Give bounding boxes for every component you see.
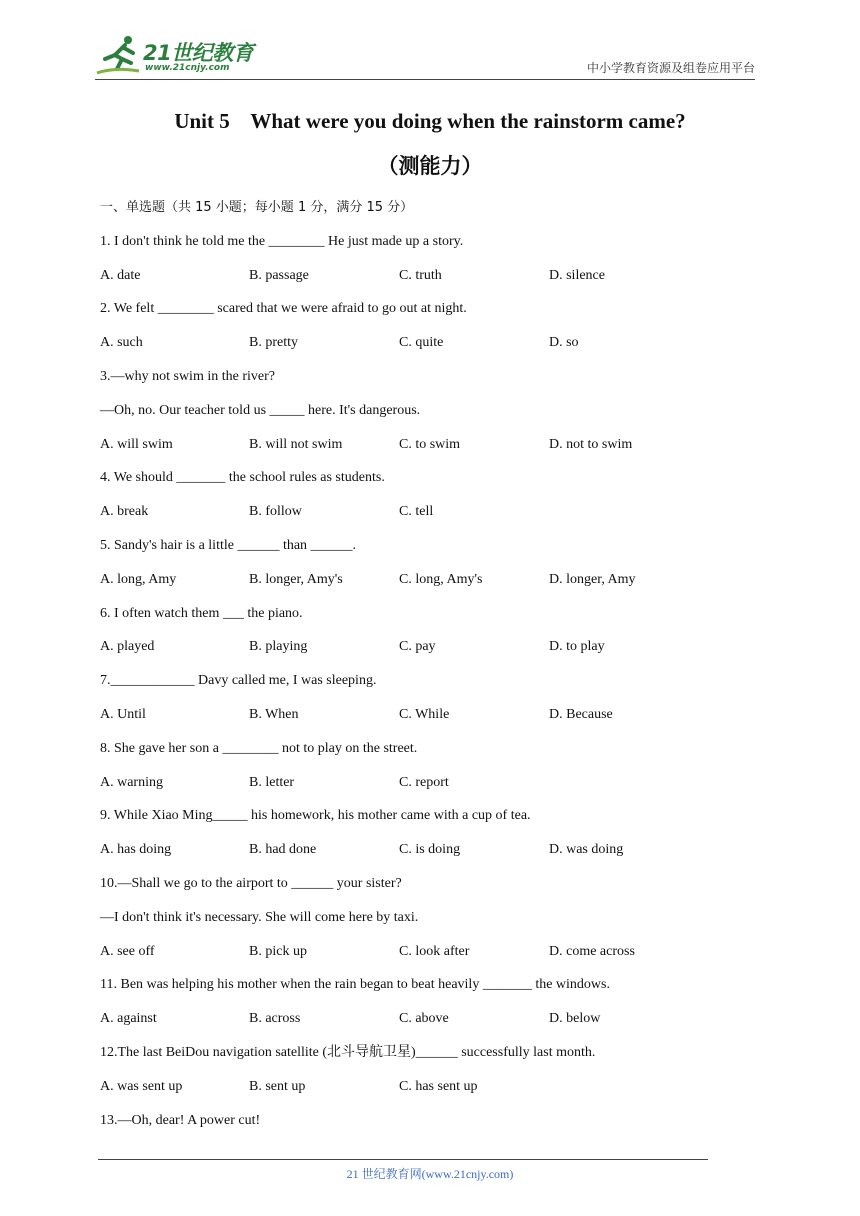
options-row bbox=[100, 428, 720, 462]
answer-option: A. played bbox=[100, 639, 155, 655]
answer-option: D. below bbox=[549, 1011, 601, 1027]
answer-option: D. so bbox=[549, 335, 579, 351]
runner-logo-icon bbox=[95, 33, 143, 77]
answer-option: B. longer, Amy's bbox=[249, 571, 343, 587]
logo-text: 21世纪教育 bbox=[143, 41, 254, 65]
answer-option: A. has doing bbox=[100, 842, 172, 858]
logo bbox=[95, 33, 275, 77]
options-row bbox=[100, 259, 720, 293]
answer-option: C. pay bbox=[399, 639, 436, 655]
answer-option: D. to play bbox=[549, 639, 605, 655]
question-text: 10.—Shall we go to the airport to ______ your sister? bbox=[100, 875, 402, 891]
question-text: —Oh, no. Our teacher told us _____ here. It's dangerous. bbox=[100, 402, 421, 418]
page-subtitle: （测能力） bbox=[377, 154, 483, 178]
page-title: Unit 5 What were you doing when the rainstorm came? bbox=[174, 109, 686, 133]
answer-option: C. is doing bbox=[399, 842, 461, 858]
answer-option: D. was doing bbox=[549, 842, 624, 858]
answer-option: B. follow bbox=[249, 504, 302, 520]
answer-option: C. long, Amy's bbox=[399, 571, 483, 587]
options-row bbox=[100, 698, 720, 732]
options-row bbox=[100, 1002, 720, 1036]
question-text: 4. We should _______ the school rules as students. bbox=[100, 470, 385, 486]
question-list bbox=[100, 191, 720, 1137]
answer-option: C. quite bbox=[399, 335, 444, 351]
answer-option: D. Because bbox=[549, 706, 613, 722]
question-text: 11. Ben was helping his mother when the rain began to beat heavily _______ the windows. bbox=[100, 977, 610, 993]
answer-option: B. will not swim bbox=[249, 436, 343, 452]
answer-option: A. long, Amy bbox=[100, 571, 177, 587]
options-row bbox=[100, 1070, 720, 1104]
answer-option: A. date bbox=[100, 267, 141, 283]
options-row bbox=[100, 833, 720, 867]
answer-option: C. While bbox=[399, 706, 450, 722]
answer-option: B. When bbox=[249, 706, 299, 722]
question-text: 5. Sandy's hair is a little ______ than ______. bbox=[100, 537, 357, 553]
question-text: 7.____________ Davy called me, I was sleeping. bbox=[100, 673, 377, 689]
options-row bbox=[100, 563, 720, 597]
answer-option: A. break bbox=[100, 504, 149, 520]
answer-option: B. playing bbox=[249, 639, 308, 655]
answer-option: C. to swim bbox=[399, 436, 461, 452]
answer-option: C. tell bbox=[399, 504, 434, 520]
answer-option: B. letter bbox=[249, 774, 295, 790]
options-row bbox=[100, 630, 720, 664]
answer-option: A. against bbox=[100, 1011, 157, 1027]
footer-text: 21 世纪教育网(www.21cnjy.com) bbox=[346, 1167, 514, 1181]
options-row bbox=[100, 326, 720, 360]
answer-option: C. report bbox=[399, 774, 449, 790]
answer-option: A. warning bbox=[100, 774, 163, 790]
answer-option: D. come across bbox=[549, 943, 635, 959]
platform-name: 中小学教育资源及组卷应用平台 bbox=[586, 61, 755, 75]
answer-option: A. such bbox=[100, 335, 143, 351]
question-text: 6. I often watch them ___ the piano. bbox=[100, 605, 303, 621]
answer-option: A. Until bbox=[100, 706, 146, 722]
question-text: 3.—why not swim in the river? bbox=[100, 368, 275, 384]
answer-option: A. will swim bbox=[100, 436, 173, 452]
answer-option: D. silence bbox=[549, 267, 605, 283]
answer-option: B. pick up bbox=[249, 943, 307, 959]
answer-option: B. had done bbox=[249, 842, 317, 858]
answer-option: A. see off bbox=[100, 943, 155, 959]
answer-option: B. pretty bbox=[249, 335, 298, 351]
answer-option: C. above bbox=[399, 1011, 449, 1027]
answer-option: D. not to swim bbox=[549, 436, 633, 452]
options-row bbox=[100, 935, 720, 969]
logo-url: www.21cnjy.com bbox=[145, 63, 230, 73]
question-text: —I don't think it's necessary. She will come here by taxi. bbox=[100, 909, 419, 925]
footer-divider bbox=[98, 1159, 708, 1160]
header-divider bbox=[95, 79, 755, 80]
options-row bbox=[100, 766, 720, 800]
question-text: 8. She gave her son a ________ not to play on the street. bbox=[100, 740, 418, 756]
question-text: 9. While Xiao Ming_____ his homework, his mother came with a cup of tea. bbox=[100, 808, 531, 824]
answer-option: A. was sent up bbox=[100, 1078, 183, 1094]
answer-option: B. across bbox=[249, 1011, 301, 1027]
answer-option: B. passage bbox=[249, 267, 309, 283]
section-heading: 一、单选题（共 15 小题；每小题 1 分，满分 15 分） bbox=[100, 200, 414, 215]
question-text: 2. We felt ________ scared that we were afraid to go out at night. bbox=[100, 301, 467, 317]
answer-option: C. truth bbox=[399, 267, 442, 283]
question-text: 13.—Oh, dear! A power cut! bbox=[100, 1112, 261, 1128]
answer-option: C. look after bbox=[399, 943, 470, 959]
options-row bbox=[100, 495, 720, 529]
answer-option: C. has sent up bbox=[399, 1078, 478, 1094]
answer-option: D. longer, Amy bbox=[549, 571, 636, 587]
question-text: 12.The last BeiDou navigation satellite (北斗导航卫星)______ successfully last month. bbox=[100, 1044, 596, 1060]
page-header bbox=[95, 33, 755, 81]
question-text: 1. I don't think he told me the ________ He just made up a story. bbox=[100, 233, 464, 249]
answer-option: B. sent up bbox=[249, 1078, 306, 1094]
